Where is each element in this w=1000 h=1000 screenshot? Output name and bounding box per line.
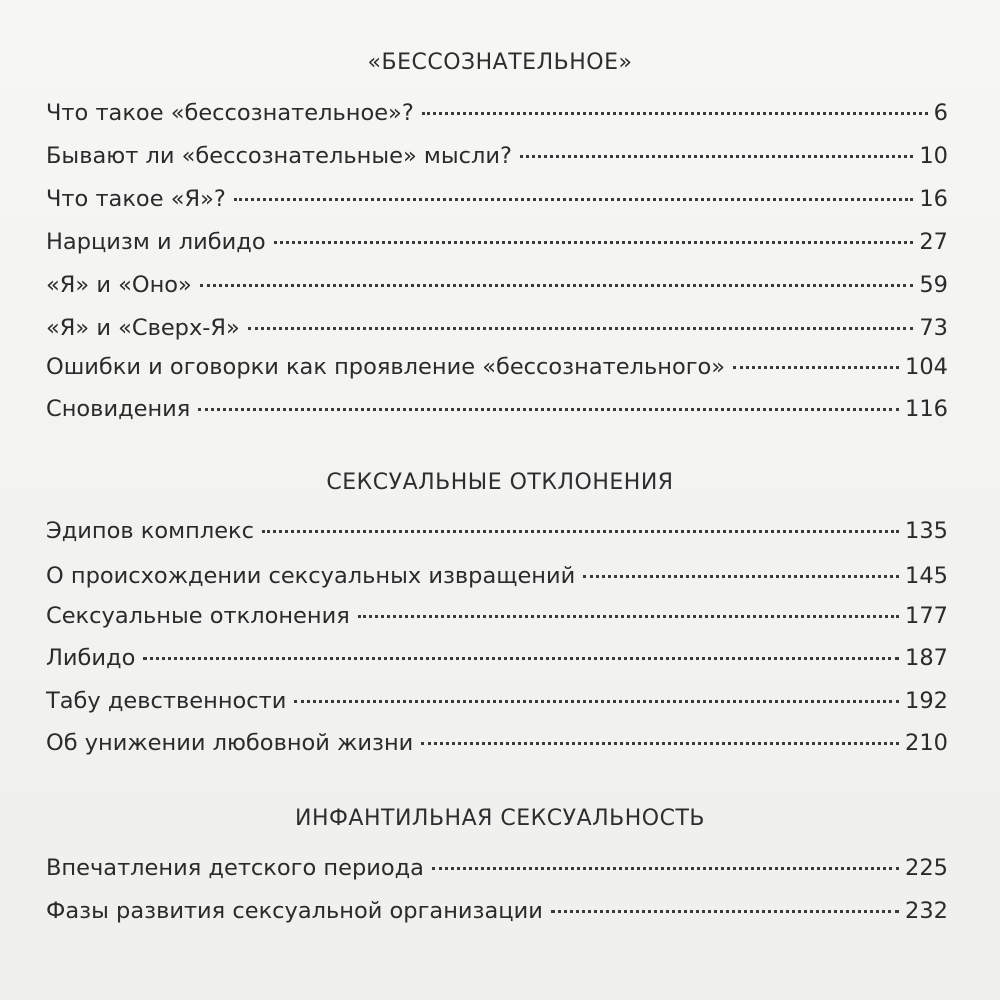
dot-leader: [198, 408, 899, 411]
dot-leader: [432, 867, 899, 870]
toc-entry-page: 177: [905, 603, 948, 629]
toc-entry: [46, 603, 948, 637]
toc-entry-title: Что такое «бессознательное»?: [46, 100, 414, 126]
toc-entry-title: Сновидения: [46, 396, 191, 422]
toc-entry: [46, 855, 948, 889]
toc-entry: [46, 645, 948, 679]
toc-entry-page: 232: [905, 898, 948, 924]
toc-entry: [46, 186, 948, 220]
dot-leader: [274, 241, 914, 244]
toc-entry-title: Ошибки и оговорки как проявление «бессознательного»: [46, 354, 726, 380]
toc-entry-page: 135: [905, 518, 948, 544]
toc-entry-page: 10: [919, 143, 948, 169]
toc-entry: [46, 272, 948, 306]
dot-leader: [422, 112, 928, 115]
toc-entry-page: 6: [933, 100, 948, 126]
dot-leader: [248, 327, 914, 330]
dot-leader: [551, 910, 899, 913]
toc-entry-title: «Я» и «Оно»: [46, 272, 192, 298]
toc-entry-page: 16: [919, 186, 948, 212]
toc-entry-title: Бывают ли «бессознательные» мысли?: [46, 143, 512, 169]
toc-entry: [46, 229, 948, 263]
toc-entry-title: Нарцизм и либидо: [46, 229, 266, 255]
toc-entry: [46, 100, 948, 134]
dot-leader: [421, 742, 899, 745]
toc-entry-title: Об унижении любовной жизни: [46, 730, 414, 756]
dot-leader: [583, 575, 899, 578]
dot-leader: [200, 284, 914, 287]
toc-entry-page: 145: [905, 563, 948, 589]
toc-entry-title: Впечатления детского периода: [46, 855, 424, 881]
section-title-sexual-deviations: СЕКСУАЛЬНЫЕ ОТКЛОНЕНИЯ: [326, 470, 674, 495]
toc-entry-page: 73: [919, 315, 948, 341]
toc-entry-page: 116: [905, 396, 948, 422]
toc-entry-page: 187: [905, 645, 948, 671]
dot-leader: [143, 657, 899, 660]
toc-entry-title: Табу девственности: [46, 688, 287, 714]
toc-entry: [46, 354, 948, 388]
dot-leader: [358, 615, 899, 618]
toc-entry-title: Что такое «Я»?: [46, 186, 226, 212]
dot-leader: [520, 155, 913, 158]
toc-entry: [46, 315, 948, 349]
toc-entry-title: Сексуальные отклонения: [46, 603, 350, 629]
toc-entry: [46, 518, 948, 552]
section-title-unconscious: «БЕССОЗНАТЕЛЬНОЕ»: [367, 50, 633, 75]
toc-entry: [46, 563, 948, 597]
toc-entry-page: 192: [905, 688, 948, 714]
toc-entry-page: 210: [905, 730, 948, 756]
section-title-infantile-sexuality: ИНФАНТИЛЬНАЯ СЕКСУАЛЬНОСТЬ: [294, 806, 706, 831]
toc-entry-page: 59: [919, 272, 948, 298]
toc-entry-page: 104: [905, 354, 948, 380]
toc-entry: [46, 730, 948, 764]
toc-entry: [46, 898, 948, 932]
toc-entry-title: «Я» и «Сверх-Я»: [46, 315, 240, 341]
toc-entry: [46, 688, 948, 722]
dot-leader: [294, 700, 899, 703]
toc-entry: [46, 396, 948, 430]
toc-entry-title: О происхождении сексуальных извращений: [46, 563, 576, 589]
toc-entry-title: Фазы развития сексуальной организации: [46, 898, 543, 924]
toc-entry-page: 27: [919, 229, 948, 255]
toc-entry-title: Либидо: [46, 645, 136, 671]
dot-leader: [234, 198, 914, 201]
dot-leader: [262, 530, 899, 533]
toc-entry-page: 225: [905, 855, 948, 881]
toc-entry-title: Эдипов комплекс: [46, 518, 255, 544]
dot-leader: [733, 366, 899, 369]
toc-entry: [46, 143, 948, 177]
